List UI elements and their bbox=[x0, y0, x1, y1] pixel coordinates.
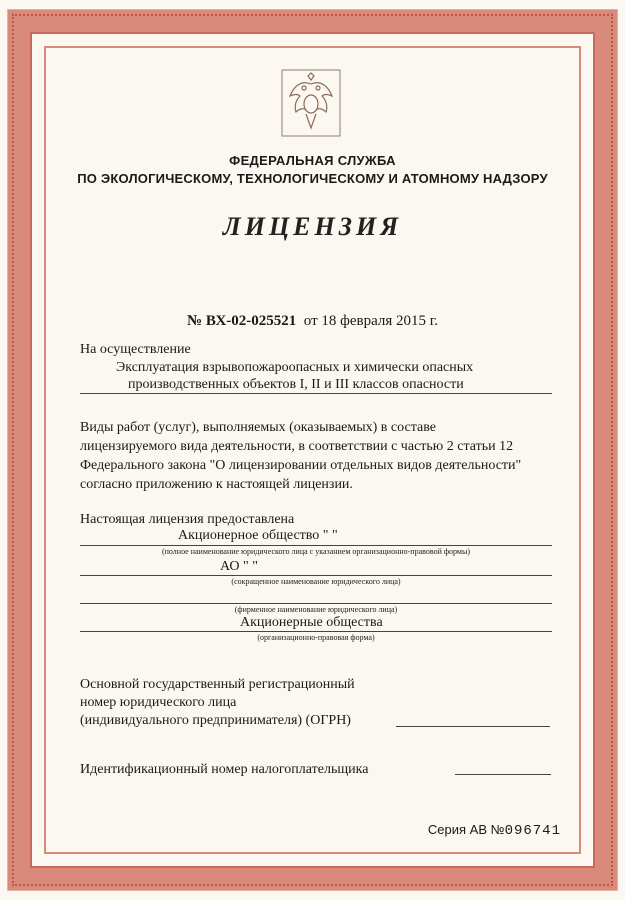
inn-underline bbox=[455, 774, 551, 775]
holder-legal-form: Акционерные общества bbox=[240, 615, 383, 630]
short-name-underline bbox=[80, 575, 552, 576]
legal-form-caption: (организационно-правовая форма) bbox=[257, 633, 375, 642]
agency-name-line1: ФЕДЕРАЛЬНАЯ СЛУЖБА bbox=[229, 153, 396, 168]
ogrn-line3: (индивидуального предпринимателя) (ОГРН) bbox=[80, 713, 351, 728]
number-sign: № bbox=[187, 313, 203, 329]
holder-label: Настоящая лицензия предоставлена bbox=[80, 512, 295, 527]
ogrn-underline bbox=[396, 726, 550, 727]
license-number: ВХ-02-025521 bbox=[205, 313, 297, 329]
inn-label: Идентификационный номер налогоплательщика bbox=[80, 762, 369, 777]
activity-underline bbox=[80, 393, 552, 394]
activity-label: На осуществление bbox=[80, 342, 191, 357]
brand-name-underline bbox=[80, 603, 552, 604]
works-line2: лицензируемого вида деятельности, в соответствии с частью 2 статьи 12 bbox=[80, 439, 514, 454]
brand-name-caption: (фирменное наименование юридического лица) bbox=[234, 605, 398, 614]
activity-line2: производственных объектов I, II и III классов опасности bbox=[128, 377, 464, 392]
license-date: от 18 февраля 2015 г. bbox=[303, 313, 438, 329]
legal-form-underline bbox=[80, 631, 552, 632]
serial-label: Серия bbox=[427, 822, 467, 837]
full-name-caption: (полное наименование юридического лица с указанием организационно-правовой формы) bbox=[161, 547, 471, 556]
document-title: ЛИЦЕНЗИЯ bbox=[222, 212, 403, 241]
license-number-line bbox=[60, 313, 565, 330]
ogrn-line2: номер юридического лица bbox=[80, 695, 237, 710]
works-line4: согласно приложению к настоящей лицензии. bbox=[80, 477, 353, 492]
holder-full-name: Акционерное общество " " bbox=[178, 528, 338, 543]
serial-number: 096741 bbox=[504, 823, 561, 839]
ogrn-line1: Основной государственный регистрационный bbox=[80, 677, 355, 692]
serial-number-sign: № bbox=[490, 822, 505, 837]
works-line3: Федерального закона "О лицензировании отдельных видов деятельности" bbox=[80, 458, 522, 473]
works-line1: Виды работ (услуг), выполняемых (оказываемых) в составе bbox=[80, 420, 436, 435]
short-name-caption: (сокращенное наименование юридического лица) bbox=[231, 577, 401, 586]
full-name-underline bbox=[80, 545, 552, 546]
activity-line1: Эксплуатация взрывопожароопасных и химически опасных bbox=[116, 360, 474, 375]
document-serial bbox=[428, 822, 561, 839]
coat-of-arms-icon bbox=[276, 66, 346, 140]
serial-series: АВ bbox=[469, 822, 487, 837]
agency-name-line2: ПО ЭКОЛОГИЧЕСКОМУ, ТЕХНОЛОГИЧЕСКОМУ И АТОМНОМУ НАДЗОРУ bbox=[77, 171, 548, 186]
holder-short-name: АО " " bbox=[220, 559, 258, 574]
